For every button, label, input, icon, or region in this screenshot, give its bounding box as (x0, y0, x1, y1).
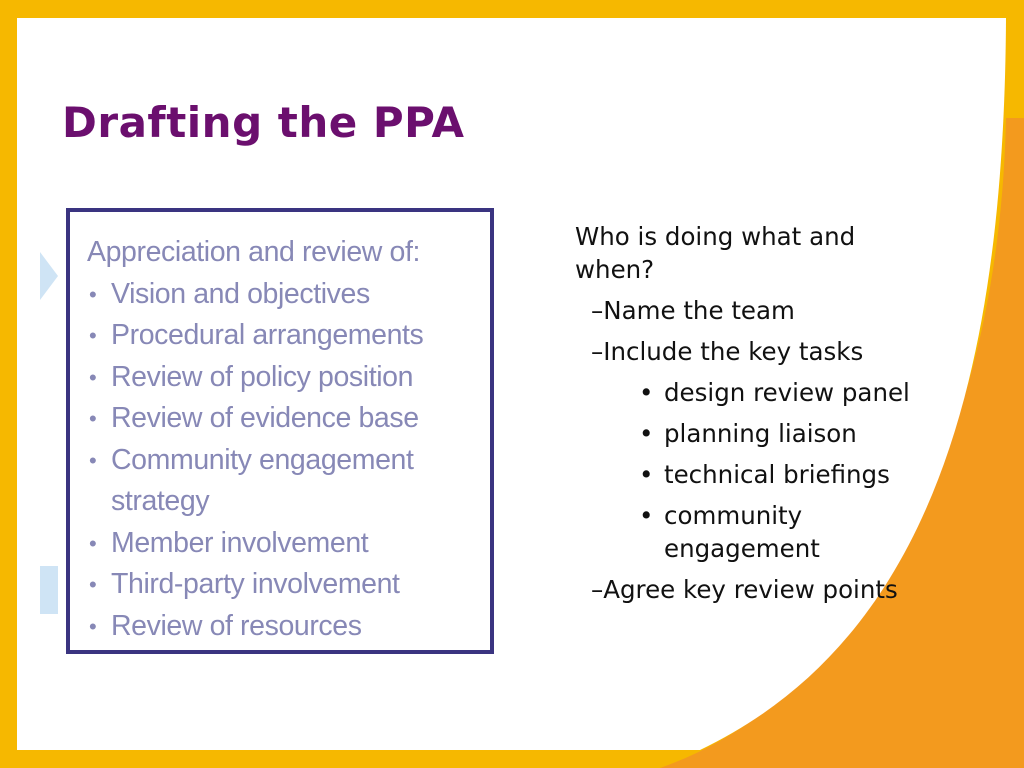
list-item-text: Member involvement (111, 526, 369, 559)
figure-list (87, 274, 478, 648)
task-item-text: technical briefings (664, 460, 890, 489)
list-item (87, 315, 478, 357)
task-item (639, 499, 965, 565)
bullet-icon: • (639, 419, 654, 448)
bullet-icon: • (89, 447, 97, 473)
task-item-text: planning liaison (664, 419, 857, 448)
list-item (87, 357, 478, 399)
list-item (87, 564, 478, 606)
slide-title: Drafting the PPA (62, 98, 465, 147)
dash-item-review-points: –Agree key review points (591, 575, 898, 604)
list-item (87, 274, 478, 316)
slide-body (575, 220, 965, 614)
lead-question: Who is doing what and when? (575, 222, 856, 284)
list-item-text: Vision and objectives (111, 277, 370, 310)
side-arrow-marker (40, 252, 58, 300)
list-item-text: Community engagement strategy (111, 443, 414, 517)
list-item (87, 440, 478, 523)
bullet-icon: • (89, 281, 97, 307)
bullet-icon: • (89, 406, 97, 431)
bullet-icon: • (89, 323, 97, 348)
task-item (639, 417, 965, 450)
bullet-icon: • (639, 460, 654, 489)
list-item (87, 398, 478, 440)
list-item-text: Third-party involvement (111, 568, 400, 600)
list-item-text: Procedural arrangements (111, 319, 424, 351)
bullet-icon: • (639, 378, 654, 407)
review-figure (66, 208, 494, 654)
figure-heading: Appreciation and review of: (87, 236, 420, 268)
list-item-text: Review of resources (111, 609, 362, 642)
bullet-icon: • (89, 530, 97, 556)
task-item (639, 376, 965, 409)
dash-item-key-tasks: –Include the key tasks (591, 337, 864, 366)
list-item-text: Review of evidence base (111, 402, 419, 434)
task-item-text: community engagement (664, 501, 820, 563)
list-item (87, 523, 478, 565)
list-item-text: Review of policy position (111, 360, 414, 393)
dash-item-name-team: –Name the team (591, 296, 795, 325)
bullet-icon: • (89, 613, 97, 639)
task-item (639, 458, 965, 491)
side-bar-marker (40, 566, 58, 614)
bullet-icon: • (89, 572, 97, 597)
task-item-text: design review panel (664, 378, 910, 407)
bullet-icon: • (639, 501, 654, 530)
bullet-icon: • (89, 364, 97, 390)
list-item (87, 606, 478, 648)
